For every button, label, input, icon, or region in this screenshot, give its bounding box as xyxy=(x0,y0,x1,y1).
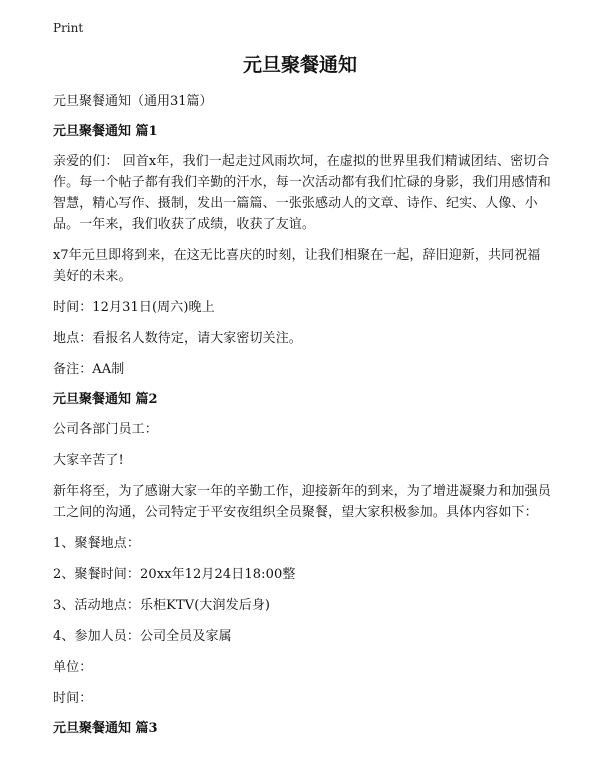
paragraph: 地点：看报名人数待定，请大家密切关注。 xyxy=(53,331,302,346)
paragraph: 3、活动地点：乐柜KTV(大润发后身) xyxy=(53,598,271,613)
paragraph: 2、聚餐时间：20xx年12月24日18:00整 xyxy=(53,567,296,582)
page-title: 元旦聚餐通知 xyxy=(242,54,357,76)
paragraph: 亲爱的们： 回首x年，我们一起走过风雨坎坷，在虚拟的世界里我们精诚团结、密切合作。每一个帖子都有我们辛勤的汗水，每一次活动都有我们忙碌的身影，我们用感情和智慧，精心写作、摄制，发出一篇篇、一张张感动人的文章、诗作、纪实、人像、小品。一年来，我们收获了成绩，收获了友谊。 xyxy=(53,154,551,232)
paragraph: 大家辛苦了! xyxy=(53,453,124,468)
section-heading: 元旦聚餐通知 篇2 xyxy=(53,392,158,407)
paragraph: 1、聚餐地点： xyxy=(53,536,140,551)
paragraph: 备注：AA制 xyxy=(53,362,125,377)
paragraph: 时间： xyxy=(53,691,93,706)
paragraph: x7年元旦即将到来，在这无比喜庆的时刻，让我们相聚在一起，辞旧迎新，共同祝福美好的未来。 xyxy=(53,248,541,284)
paragraph: 新年将至，为了感谢大家一年的辛勤工作，迎接新年的到来，为了增进凝聚力和加强员工之间的沟通，公司特定于平安夜组织全员聚餐，望大家积极参加。具体内容如下： xyxy=(53,484,551,520)
paragraph: 单位： xyxy=(53,660,93,675)
section-heading: 元旦聚餐通知 篇3 xyxy=(53,721,158,736)
paragraph: 时间：12月31日(周六)晚上 xyxy=(53,300,215,315)
document-subtitle: 元旦聚餐通知（通用31篇） xyxy=(53,94,213,109)
print-link[interactable]: Print xyxy=(53,21,84,35)
paragraph: 4、参加人员：公司全员及家属 xyxy=(53,629,232,644)
paragraph: 公司各部门员工： xyxy=(53,422,158,437)
section-heading: 元旦聚餐通知 篇1 xyxy=(53,124,158,139)
document-body xyxy=(53,92,551,748)
